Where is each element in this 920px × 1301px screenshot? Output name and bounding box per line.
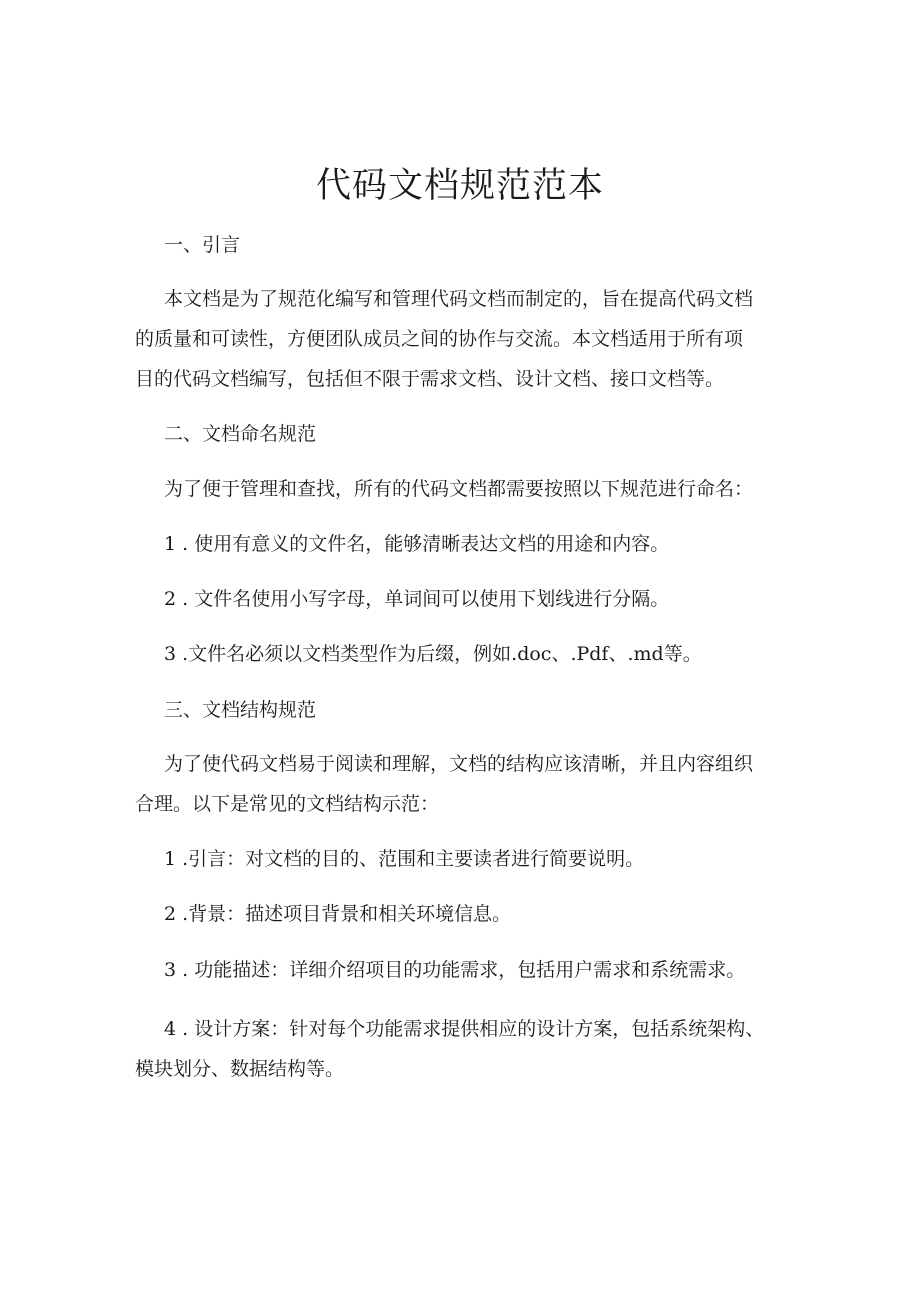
paragraph-line: 本文档是为了规范化编写和管理代码文档而制定的，旨在提高代码文档 [164, 288, 754, 310]
document-title: 代码文档规范范本 [315, 166, 604, 206]
list-item: 1 . 使用有意义的文件名，能够清晰表达文档的用途和内容。 [164, 533, 670, 555]
paragraph-line: 为了便于管理和查找，所有的代码文档都需要按照以下规范进行命名： [164, 478, 754, 500]
list-item: 2 . 文件名使用小写字母，单词间可以使用下划线进行分隔。 [164, 588, 670, 610]
paragraph-line: 模块划分、数据结构等。 [135, 1058, 345, 1080]
paragraph-line: 为了使代码文档易于阅读和理解，文档的结构应该清晰，并且内容组织 [164, 753, 754, 775]
list-item: 3 . 功能描述：详细介绍项目的功能需求，包括用户需求和系统需求。 [164, 959, 746, 981]
list-item: 3 .文件名必须以文档类型作为后缀，例如.doc、.Pdf、.md等。 [164, 643, 702, 665]
section-heading-structure: 三、文档结构规范 [164, 699, 317, 721]
list-item: 2 .背景：描述项目背景和相关环境信息。 [164, 903, 512, 925]
paragraph-line: 的质量和可读性，方便团队成员之间的协作与交流。本文档适用于所有项 [135, 328, 744, 350]
list-item: 4 . 设计方案：针对每个功能需求提供相应的设计方案，包括系统架构、 [164, 1018, 765, 1040]
section-heading-introduction: 一、引言 [164, 234, 241, 256]
paragraph-line: 目的代码文档编写，包括但不限于需求文档、设计文档、接口文档等。 [135, 368, 725, 390]
list-item: 1 .引言：对文档的目的、范围和主要读者进行简要说明。 [164, 848, 645, 870]
paragraph-line: 合理。以下是常见的文档结构示范： [135, 793, 440, 815]
section-heading-naming: 二、文档命名规范 [164, 423, 317, 445]
